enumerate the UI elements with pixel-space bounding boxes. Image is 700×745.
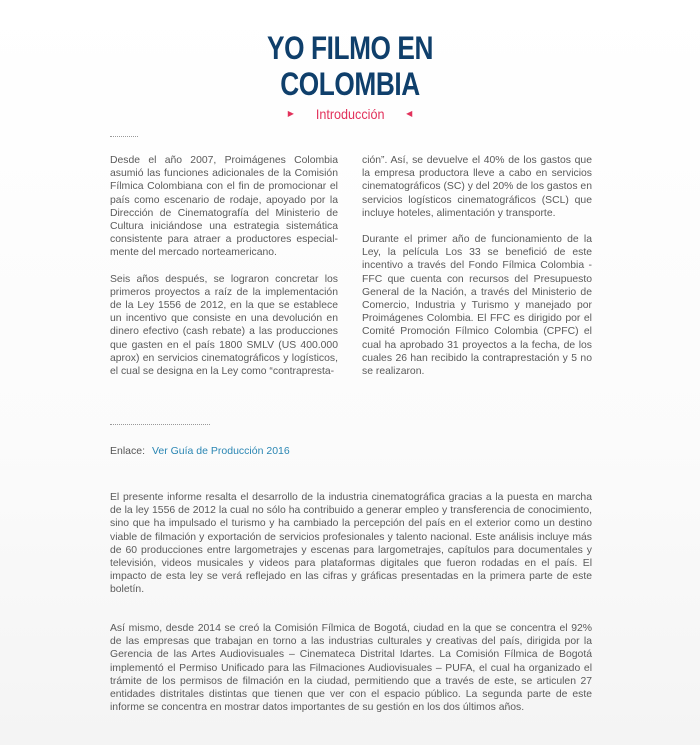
left-paragraph-1: Desde el año 2007, Proimágenes Colombia asumió las funciones adicionales de la Comisión Fílmica Colombiana con el fin de promocionar el país como escenario de rodaje, apoyado por la Dirección de Cinematografía del Ministerio de Cultura iniciándose una estrategia sistemática consistente para atraer a productores especialmente del mercado norteamericano. [110, 155, 338, 259]
body-paragraph-2: Así mismo, desde 2014 se creó la Comisión Fílmica de Bogotá, ciudad en la que se concentra el 92% de las empresas que trabajan en torno a las industrias culturales y creativas del país, dirigida por la Gerencia de las Artes Audiovisuales – Cinemateca Distrital Idartes. La Comisión Fílmica de Bogotá implementó el Permiso Unificado para las Filmaciones Audiovisuales – PUFA, el cual ha organizado el trámite de los permisos de filmación en la ciudad, permitiendo que a través de este, se articulen 27 entidades distritales distintas que tienen que ver con el espacio público. La segunda parte de este informe se concentra en mostrar datos importantes de su gestión en los dos últimos años. [110, 623, 592, 714]
right-paragraph-1: ción”. Así, se devuelve el 40% de los gastos que la empresa productora lleve a cabo en servicios cinematográficos (SC) y del 20% de los gastos en servicios logísticos cinematográficos (SCL) que incluye hoteles, alimentación y transporte. [362, 155, 592, 219]
link-row [110, 445, 290, 457]
link-label: Enlace: [110, 445, 146, 457]
production-guide-link[interactable]: Ver Guía de Producción 2016 [151, 445, 290, 457]
right-column [362, 154, 592, 391]
body-paragraph-1: El presente informe resalta el desarrollo de la industria cinematográfica gracias a la puesta en marcha de la ley 1556 de 2012 la cual no sólo ha contribuido a generar empleo y transferencia de conocimiento, sino que ha impulsado el turismo y ha cambiado la percepción del país en el exterior como un destino viable de filmación y exportación de servicios profesionales y talento nacional. Este análisis incluye más de 60 producciones entre largometrajes y escenas para largometrajes, capítulos para documentales y televisión, videos musicales y videos para plataformas digitales que fueron rodadas en el país. El impacto de esta ley se verá reflejado en las cifras y gráficas presentadas en la primera parte de este boletín. [110, 492, 592, 596]
dotted-divider-middle [110, 424, 210, 425]
title-line-1: YO FILMO EN [266, 30, 434, 66]
left-column [110, 154, 338, 391]
subtitle-text: Introducción [315, 106, 385, 122]
triangle-left-icon: ◀ [406, 109, 413, 118]
dotted-divider-top [110, 136, 138, 137]
right-paragraph-2: Durante el primer año de funcionamiento de la Ley, la película Los 33 se benefició de este incentivo a través del Fondo Fílmica Colombia - FFC que cuenta con recursos del Presupuesto General de la Nación, a través del Ministerio de Comercio, Industria y Turismo y manejado por Proimágenes Colombia. El FFC es dirigido por el Comité Promoción Fílmico Colombia (CPFC) el cual ha aprobado 31 proyectos a la fecha, de los cuales 26 han recibido la contraprestación y 5 no se realizaron. [362, 234, 592, 378]
triangle-right-icon: ▶ [287, 109, 294, 118]
page-title [63, 30, 637, 102]
left-paragraph-2: Seis años después, se lograron concretar los primeros proyectos a raíz de la implementación de la Ley 1556 de 2012, en la que se establece un incentivo que consiste en una devolución en dinero efectivo (cash rebate) a las producciones que gasten en el país 1800 SMLV (US 400.000 aprox) en servicios cinematográficos y logísticos, el cual se designa en la Ley como “contrapresta- [110, 273, 338, 378]
title-line-2: COLOMBIA [280, 66, 420, 102]
section-subtitle [0, 106, 700, 122]
